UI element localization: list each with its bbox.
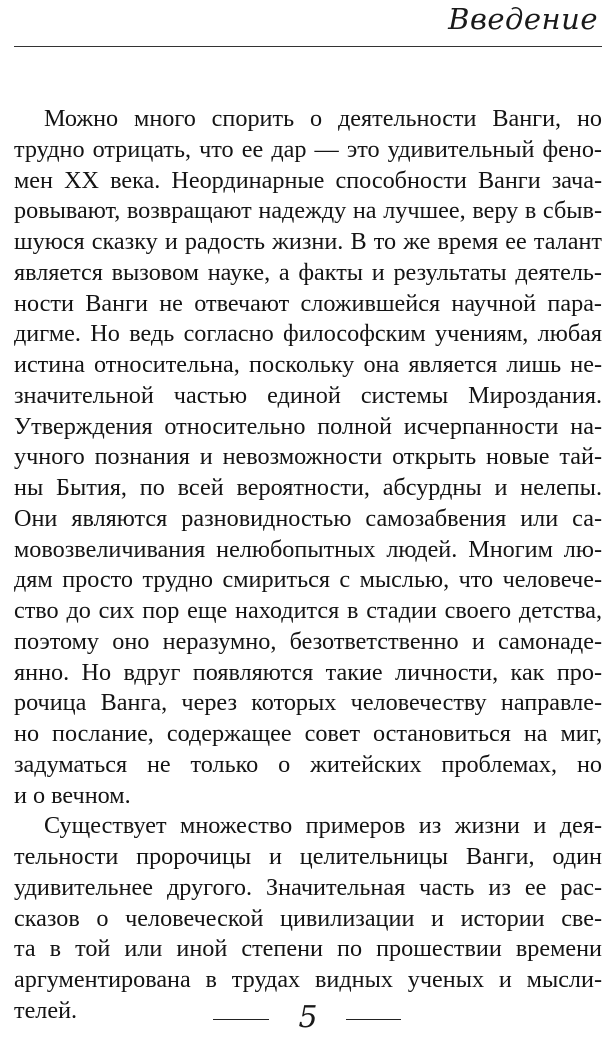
text-line: ны Бытия, по всей вероятности, абсурдны и нелепы. (14, 474, 602, 501)
text-line: поэтому оно неразумно, безответственно и самонаде- (14, 627, 602, 655)
text-line: дигме. Но ведь согласно философским учениям, любая (14, 320, 602, 348)
text-line: та в той или иной степени по прошествии времени (14, 935, 602, 963)
text-line: аргументирована в трудах видных ученых и мысли- (14, 966, 602, 993)
text-line: Можно много спорить о деятельности Ванги, но (44, 105, 602, 132)
text-line: задуматься не только о житейских проблемах, но (14, 750, 602, 778)
text-line: Они являются разновидностью самозабвения или са- (14, 504, 602, 532)
text-line: мовозвеличивания нелюбопытных людей. Многим лю- (14, 535, 602, 563)
text-line: Утверждения относительно полной исчерпанности на- (14, 412, 602, 440)
text-line: трудно отрицать, что ее дар — это удивительный фено- (14, 135, 602, 163)
paragraph-2 (14, 811, 602, 1026)
body-text (14, 104, 602, 1027)
text-line: дям просто трудно смириться с мыслью, что человече- (14, 566, 602, 594)
page-footer (0, 1000, 612, 1040)
text-line: рочица Ванга, через которых человечеству направле- (14, 689, 602, 717)
text-line: Существует множество примеров из жизни и дея- (44, 812, 602, 840)
text-line: значительной частью единой системы Мироздания. (14, 381, 602, 409)
text-line: янно. Но вдруг появляются такие личности, как про- (14, 658, 602, 686)
text-line: учного познания и невозможности открыть новые тай- (14, 443, 602, 471)
paragraph-1 (14, 104, 602, 811)
page-number: 5 (298, 1000, 318, 1035)
text-line: сказов о человеческой цивилизации и истории све- (14, 904, 602, 932)
header-rule (14, 46, 602, 47)
text-line: шуюся сказку и радость жизни. В то же время ее талант (14, 228, 602, 255)
chapter-title: Введение (448, 2, 598, 36)
text-line: ство до сих пор еще находится в стадии своего детства, (14, 597, 602, 624)
text-line: но послание, содержащее совет остановиться на миг, (14, 720, 602, 747)
running-header (0, 0, 612, 60)
footer-rule-left (213, 1019, 269, 1020)
text-line: ровывают, возвращают надежду на лучшее, веру в сбыв- (14, 197, 602, 225)
footer-rule-right (346, 1019, 401, 1020)
text-line: мен XX века. Неординарные способности Ванги зача- (14, 166, 602, 194)
text-line: удивительнее другого. Значительная часть из ее рас- (14, 873, 602, 901)
text-line: является вызовом науке, а факты и результаты деятель- (14, 258, 602, 286)
text-line: телей. (14, 996, 78, 1024)
text-line: истина относительна, поскольку она является лишь не- (14, 351, 602, 378)
text-line: и о вечном. (14, 781, 131, 809)
text-line: ности Ванги не отвечают сложившейся научной пара- (14, 289, 602, 317)
text-line: тельности пророчицы и целительницы Ванги, один (14, 843, 602, 870)
